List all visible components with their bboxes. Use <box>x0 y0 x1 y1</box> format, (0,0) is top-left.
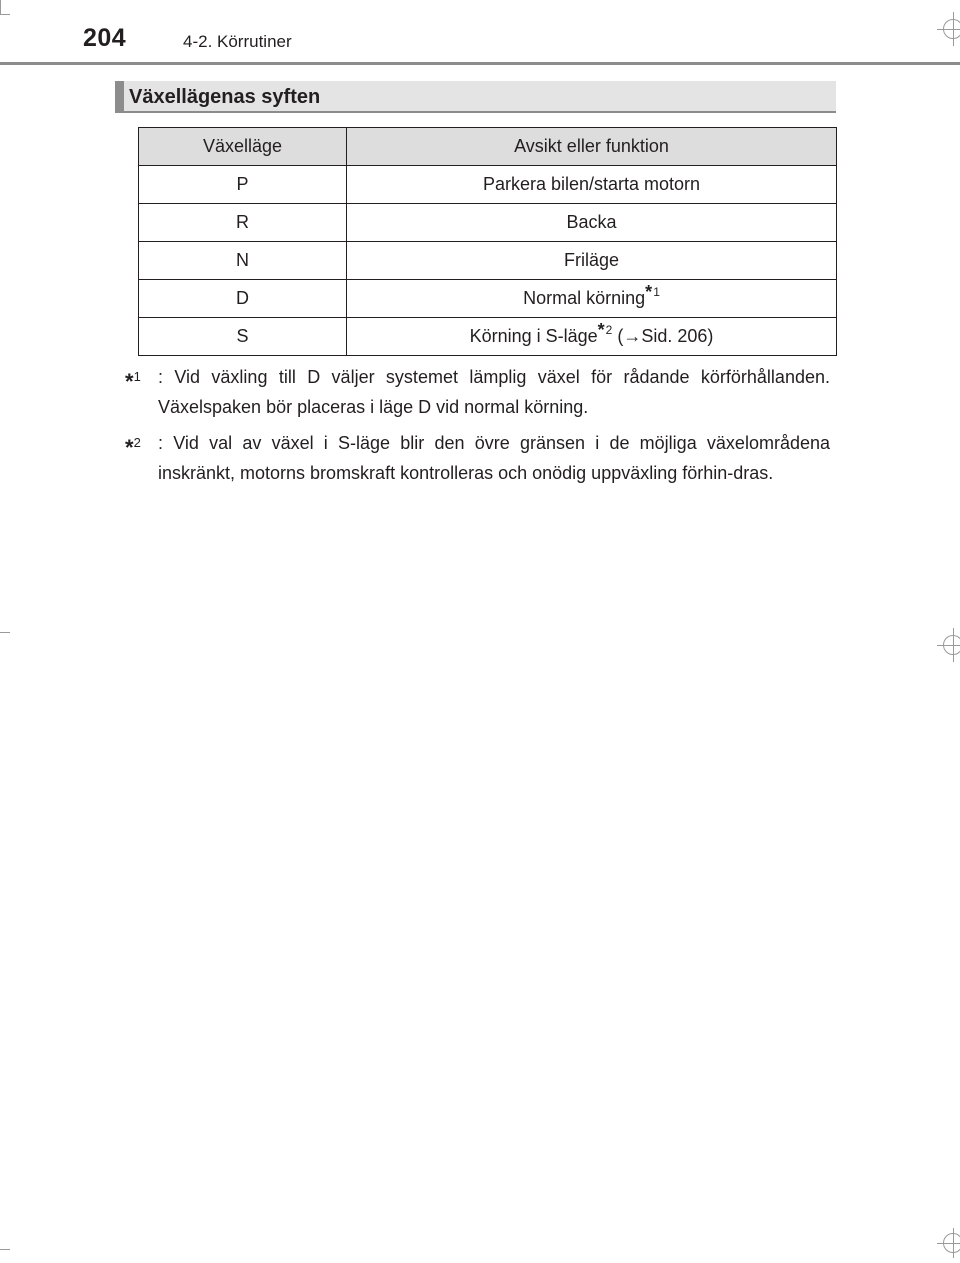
mode-cell: N <box>139 242 347 280</box>
table-row <box>139 280 837 318</box>
purpose-cell: Parkera bilen/starta motorn <box>347 166 837 204</box>
registration-mark-line <box>937 1243 960 1244</box>
column-header-purpose: Avsikt eller funktion <box>347 128 837 166</box>
table-row <box>139 204 837 242</box>
section-heading-bar <box>115 81 124 111</box>
purpose-cell <box>347 280 837 318</box>
footnote-ref: 2 <box>605 323 613 337</box>
footnote <box>125 362 830 422</box>
footnote-text: : Vid växling till D väljer systemet lämplig växel för rådande körförhållanden. Växelspaken bör placeras i läge D vid normal körning. <box>158 367 830 417</box>
footnote-marker <box>125 362 141 398</box>
section-heading <box>115 81 836 113</box>
footnote-number: 2 <box>133 435 141 450</box>
registration-mark-line <box>953 1228 954 1258</box>
purpose-text: Normal körning <box>523 288 646 308</box>
purpose-cell <box>347 318 837 356</box>
registration-mark-line <box>937 29 960 30</box>
header-divider <box>0 62 960 65</box>
page-reference-link[interactable]: (→Sid. 206) <box>612 326 714 346</box>
chapter-title: 4-2. Körrutiner <box>183 32 292 51</box>
mode-cell: P <box>139 166 347 204</box>
registration-mark-line <box>953 12 954 46</box>
table-row <box>139 242 837 280</box>
crop-mark <box>0 0 1 14</box>
footnote-marker <box>125 428 141 464</box>
purpose-cell: Backa <box>347 204 837 242</box>
crop-mark <box>0 632 10 633</box>
purpose-text: Körning i S-läge <box>469 326 598 346</box>
mode-cell: R <box>139 204 347 242</box>
column-header-mode: Växelläge <box>139 128 347 166</box>
page-number: 204 <box>83 24 127 52</box>
table-row <box>139 166 837 204</box>
footnote-star: * <box>597 320 605 340</box>
gear-mode-table <box>138 127 837 356</box>
table-row <box>139 318 837 356</box>
footnote-star: * <box>125 435 134 460</box>
mode-cell: S <box>139 318 347 356</box>
footnote-text: : Vid val av växel i S-läge blir den övre gränsen i de möjliga växelområdena inskränkt, motorns bromskraft kontrolleras och onödig uppväxling förhin-dras. <box>158 433 830 483</box>
mode-cell: D <box>139 280 347 318</box>
section-heading-text: Växellägenas syften <box>129 86 321 108</box>
purpose-cell: Friläge <box>347 242 837 280</box>
registration-mark-line <box>937 645 960 646</box>
crop-mark <box>0 14 10 15</box>
footnote-number: 1 <box>133 369 141 384</box>
registration-mark-line <box>953 628 954 662</box>
footnotes <box>125 362 830 494</box>
footnote-star: * <box>125 369 134 394</box>
table-header-row <box>139 128 837 166</box>
footnote-star: * <box>645 282 653 302</box>
footnote <box>125 428 830 488</box>
crop-mark <box>0 1249 10 1250</box>
footnote-ref: 1 <box>653 285 660 299</box>
